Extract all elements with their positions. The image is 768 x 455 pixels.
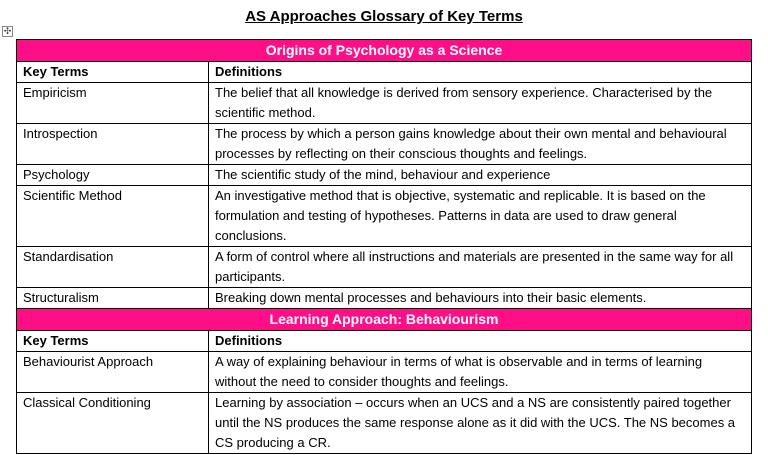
term-cell: Standardisation (17, 247, 209, 288)
glossary-table (16, 39, 752, 454)
term-cell: Classical Conditioning (17, 393, 209, 454)
definition-cell: An investigative method that is objective, systematic and replicable. It is based on the formulation and testing of hypotheses. Patterns in data are used to draw general conclusions. (209, 186, 752, 247)
column-header-definitions: Definitions (209, 62, 752, 83)
definition-cell: Breaking down mental processes and behaviours into their basic elements. (209, 288, 752, 309)
definition-cell: The belief that all knowledge is derived from sensory experience. Characterised by the scientific method. (209, 83, 752, 124)
table-move-handle-icon[interactable]: ✣ (3, 26, 12, 36)
column-header-key-terms: Key Terms (17, 331, 209, 352)
table-row (17, 288, 752, 309)
section-header-origins (17, 40, 752, 62)
table-row (17, 247, 752, 288)
column-header-row (17, 331, 752, 352)
column-header-definitions: Definitions (209, 331, 752, 352)
section-header-behaviourism (17, 309, 752, 331)
definition-cell: A way of explaining behaviour in terms of what is observable and in terms of learning without the need to consider thoughts and feelings. (209, 352, 752, 393)
definition-cell: A form of control where all instructions and materials are presented in the same way for all participants. (209, 247, 752, 288)
table-row (17, 393, 752, 454)
column-header-key-terms: Key Terms (17, 62, 209, 83)
term-cell: Introspection (17, 124, 209, 165)
term-cell: Psychology (17, 165, 209, 186)
table-row (17, 186, 752, 247)
term-cell: Empiricism (17, 83, 209, 124)
table-row (17, 165, 752, 186)
table-row (17, 124, 752, 165)
table-row (17, 83, 752, 124)
table-row (17, 352, 752, 393)
definition-cell: The scientific study of the mind, behaviour and experience (209, 165, 752, 186)
document-title: AS Approaches Glossary of Key Terms (245, 8, 523, 25)
definition-cell: The process by which a person gains knowledge about their own mental and behavioural processes by reflecting on their conscious thoughts and feelings. (209, 124, 752, 165)
definition-cell: Learning by association – occurs when an UCS and a NS are consistently paired together until the NS produces the same response alone as it did with the UCS. The NS becomes a CS producing a CR. (209, 393, 752, 454)
term-cell: Scientific Method (17, 186, 209, 247)
section-heading: Learning Approach: Behaviourism (17, 309, 752, 331)
section-heading: Origins of Psychology as a Science (17, 40, 752, 62)
term-cell: Behaviourist Approach (17, 352, 209, 393)
term-cell: Structuralism (17, 288, 209, 309)
column-header-row (17, 62, 752, 83)
